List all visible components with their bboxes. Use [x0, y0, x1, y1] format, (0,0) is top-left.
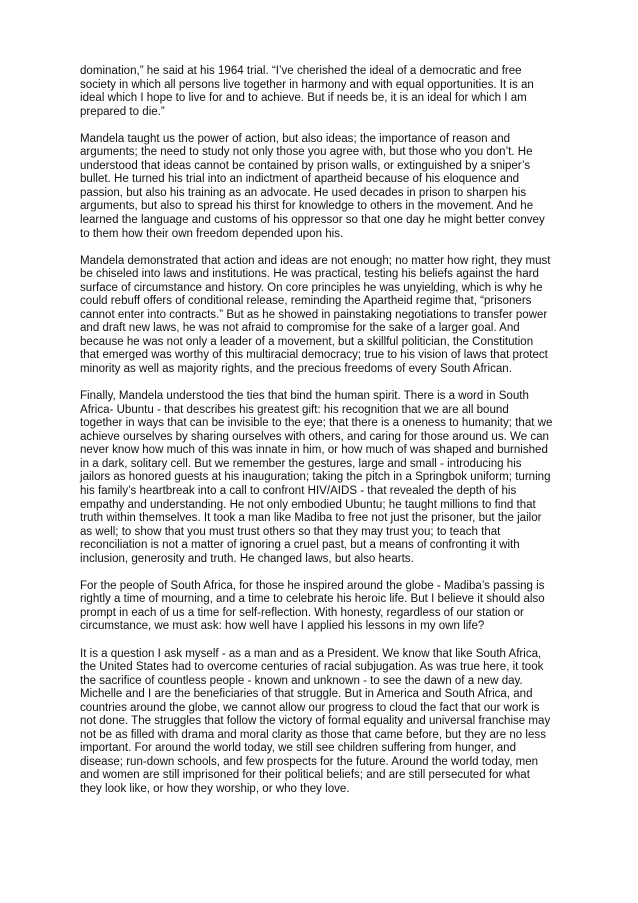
paragraph-2: Mandela taught us the power of action, but also ideas; the importance of reason and arguments; the need to study not only those you agree with, but those who you don’t. He understood that ideas cannot be contained by prison walls, or extinguished by a sniper’s bullet. He turned his trial into an indictment of apartheid because of his eloquence and passion, but also his training as an advocate. He used decades in prison to sharpen his arguments, but also to spread his thirst for knowledge to others in the movement. And he learned the language and customs of his oppressor so that one day he might better convey to them how their own freedom depended upon his. — [80, 132, 545, 240]
paragraph-6: It is a question I ask myself - as a man and as a President. We know that like South Africa, the United States had to overcome centuries of racial subjugation. As was true here, it took the sacrifice of countless people - known and unknown - to see the dawn of a new day. Michelle and I are the beneficiaries of that struggle. But in America and South Africa, and countries around the globe, we cannot allow our progress to cloud the fact that our work is not done. The struggles that follow the victory of formal equality and universal franchise may not be as filled with drama and moral clarity as those that came before, but they are no less important. For around the world today, we still see children suffering from hunger, and disease; run-down schools, and few prospects for the future. Around the world today, men and women are still imprisoned for their political beliefs; and are still persecuted for what they look like, or how they worship, or who they love. — [80, 647, 551, 795]
paragraph-5: For the people of South Africa, for those he inspired around the globe - Madiba’s passing is rightly a time of mourning, and a time to celebrate his heroic life. But I believe it should also prompt in each of us a time for self-reflection. With honesty, regardless of our station or circumstance, we must ask: how well have I applied his lessons in my own life? — [80, 579, 545, 633]
paragraph-1: domination,” he said at his 1964 trial. “I’ve cherished the ideal of a democratic and free society in which all persons live together in harmony and with equal opportunities. It is an ideal which I hope to live for and to achieve. But if needs be, it is an ideal for which I am prepared to die.” — [80, 65, 534, 118]
paragraph-3: Mandela demonstrated that action and ideas are not enough; no matter how right, they must be chiseled into laws and institutions. He was practical, testing his beliefs against the hard surface of circumstance and history. On core principles he was unyielding, which is why he could rebuff offers of conditional release, reminding the Apartheid regime that, “prisoners cannot enter into contracts.” But as he showed in painstaking negotiations to transfer power and draft new laws, he was not afraid to compromise for the sake of a larger goal. And because he was not only a leader of a movement, but a skillful politician, the Constitution that emerged was worthy of this multiracial democracy; true to his vision of laws that protect minority as well as majority rights, and the precious freedoms of every South African. — [80, 254, 551, 376]
paragraph-4: Finally, Mandela understood the ties that bind the human spirit. There is a word in South Africa- Ubuntu - that describes his greatest gift: his recognition that we are all bound together in ways that can be invisible to the eye; that there is a oneness to humanity; that we achieve ourselves by sharing ourselves with others, and caring for those around us. We can never know how much of this was innate in him, or how much of was shaped and burnished in a dark, solitary cell. But we remember the gestures, large and small - introducing his jailors as honored guests at his inauguration; taking the pitch in a Springbok uniform; turning his family’s heartbreak into a call to confront HIV/AIDS - that revealed the depth of his empathy and understanding. He not only embodied Ubuntu; he taught millions to find that truth within themselves. It took a man like Madiba to free not just the prisoner, but the jailor as well; to show that you must trust others so that they may trust you; to teach that reconciliation is not a matter of ignoring a cruel past, but a means of confronting it with inclusion, generosity and truth. He changed laws, but also hearts. — [80, 390, 553, 565]
document-body — [80, 65, 558, 810]
